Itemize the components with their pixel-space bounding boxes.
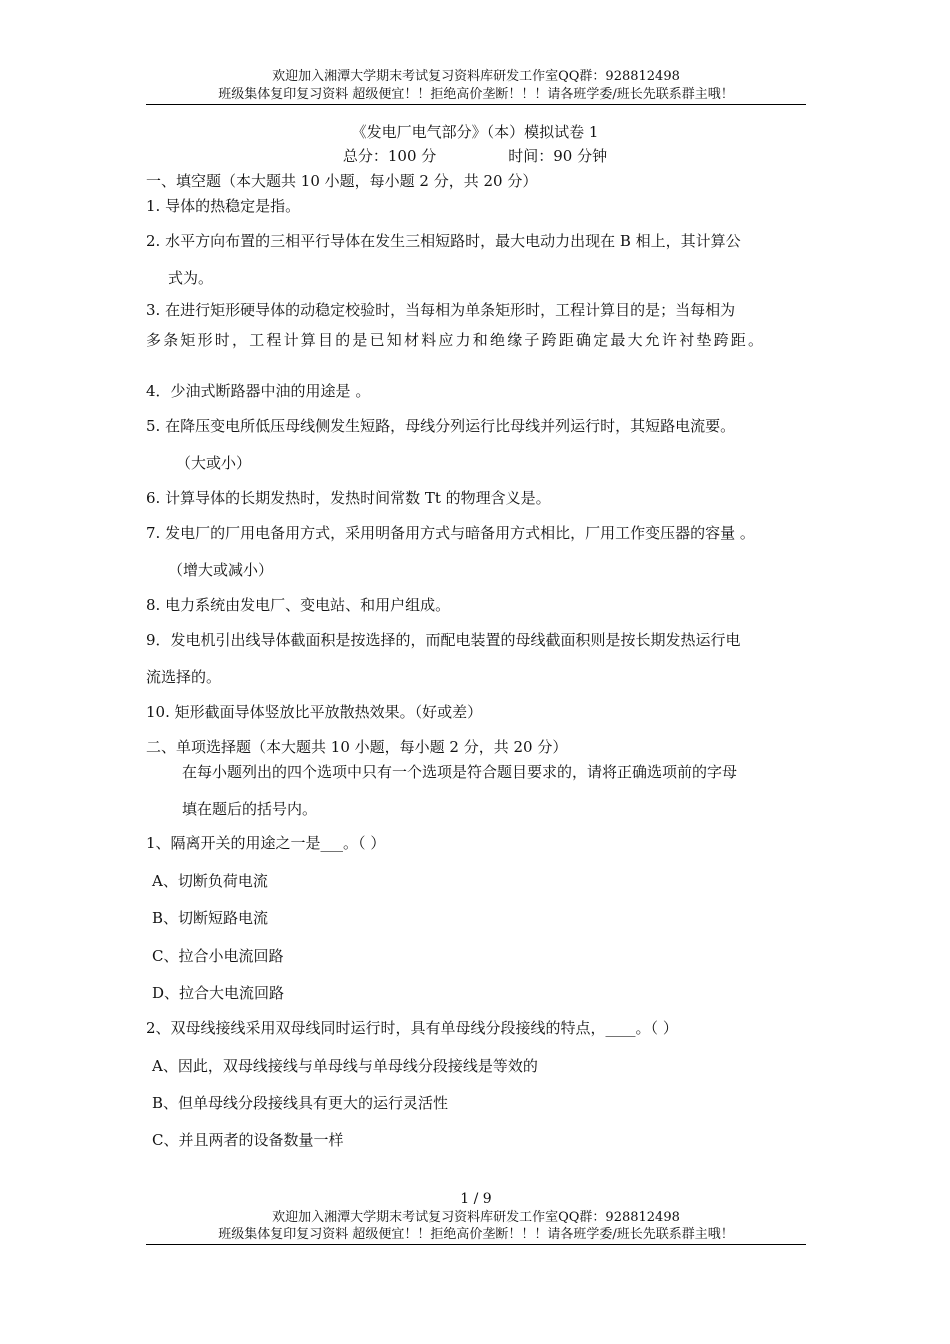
header-divider: [146, 104, 806, 105]
question-1-7-line-2: （增大或减小）: [168, 561, 274, 579]
exam-meta: [0, 146, 950, 166]
question-1-10: 10. 矩形截面导体竖放比平放散热效果。（好或差）: [146, 703, 483, 721]
question-1-5-line-1: 5. 在降压变电所低压母线侧发生短路，母线分列运行比母线并列运行时，其短路电流要。: [146, 417, 736, 435]
page-number: 1 / 9: [460, 1191, 492, 1207]
question-1-9-line-2: 流选择的。: [146, 668, 222, 686]
question-2-1: 1、隔离开关的用途之一是___。（ ）: [146, 834, 386, 852]
option-2-1-d: D、拉合大电流回路: [152, 984, 285, 1002]
question-1-7-line-1: 7. 发电厂的厂用电备用方式，采用明备用方式与暗备用方式相比，厂用工作变压器的容量 。: [146, 524, 755, 542]
exam-title: 《发电厂电气部分》（本）模拟试卷 1: [351, 123, 599, 141]
total-score: 总分：100 分: [342, 147, 437, 165]
footer-divider: [146, 1244, 806, 1245]
question-1-6: 6. 计算导体的长期发热时，发热时间常数 Tt 的物理含义是。: [146, 489, 551, 507]
option-2-1-c: C、拉合小电流回路: [152, 947, 284, 965]
question-1-1: 1. 导体的热稳定是指。: [146, 197, 301, 215]
header-line-2: 班级集体复印复习资料 超级便宜！！拒绝高价垄断！！！请各班学委/班长先联系群主哦！: [218, 87, 734, 102]
footer-line-1: 欢迎加入湘潭大学期末考试复习资料库研发工作室QQ群：928812498: [272, 1210, 680, 1225]
question-1-9-line-1: 9．发电机引出线导体截面积是按选择的，而配电装置的母线截面积则是按长期发热运行电: [146, 631, 741, 649]
option-2-2-b: B、但单母线分段接线具有更大的运行灵活性: [152, 1094, 449, 1112]
question-2-2: 2、双母线接线采用双母线同时运行时，具有单母线分段接线的特点，____。（ ）: [146, 1019, 678, 1037]
question-1-2-line-2: 式为。: [168, 269, 214, 287]
option-2-1-a: A、切断负荷电流: [152, 872, 268, 890]
question-1-2-line-1: 2. 水平方向布置的三相平行导体在发生三相短路时，最大电动力出现在 B 相上，其计算公: [146, 232, 741, 250]
option-2-2-a: A、因此，双母线接线与单母线与单母线分段接线是等效的: [152, 1057, 538, 1075]
section-2-heading: 二、单项选择题（本大题共 10 小题，每小题 2 分，共 20 分）: [146, 738, 568, 756]
question-1-4: 4．少油式断路器中油的用途是 。: [146, 382, 371, 400]
question-1-8: 8. 电力系统由发电厂、变电站、和用户组成。: [146, 596, 451, 614]
section-2-instruction-line-2: 填在题后的括号内。: [182, 800, 318, 818]
section-1-heading: 一、填空题（本大题共 10 小题，每小题 2 分，共 20 分）: [146, 172, 538, 190]
question-1-5-line-2: （大或小）: [176, 454, 252, 472]
footer-line-2: 班级集体复印复习资料 超级便宜！！拒绝高价垄断！！！请各班学委/班长先联系群主哦！: [218, 1227, 734, 1242]
option-2-1-b: B、切断短路电流: [152, 909, 269, 927]
section-2-instruction-line-1: 在每小题列出的四个选项中只有一个选项是符合题目要求的，请将正确选项前的字母: [182, 763, 738, 781]
option-2-2-c: C、并且两者的设备数量一样: [152, 1131, 344, 1149]
exam-time: 时间：90 分钟: [508, 147, 608, 165]
question-1-3-line-2: 多条矩形时，工程计算目的是已知材料应力和绝缘子跨距确定最大允许衬垫跨距。: [146, 331, 766, 349]
header-line-1: 欢迎加入湘潭大学期末考试复习资料库研发工作室QQ群：928812498: [272, 69, 680, 84]
question-1-3-line-1: 3. 在进行矩形硬导体的动稳定校验时，当每相为单条矩形时，工程计算目的是；当每相为: [146, 301, 736, 319]
